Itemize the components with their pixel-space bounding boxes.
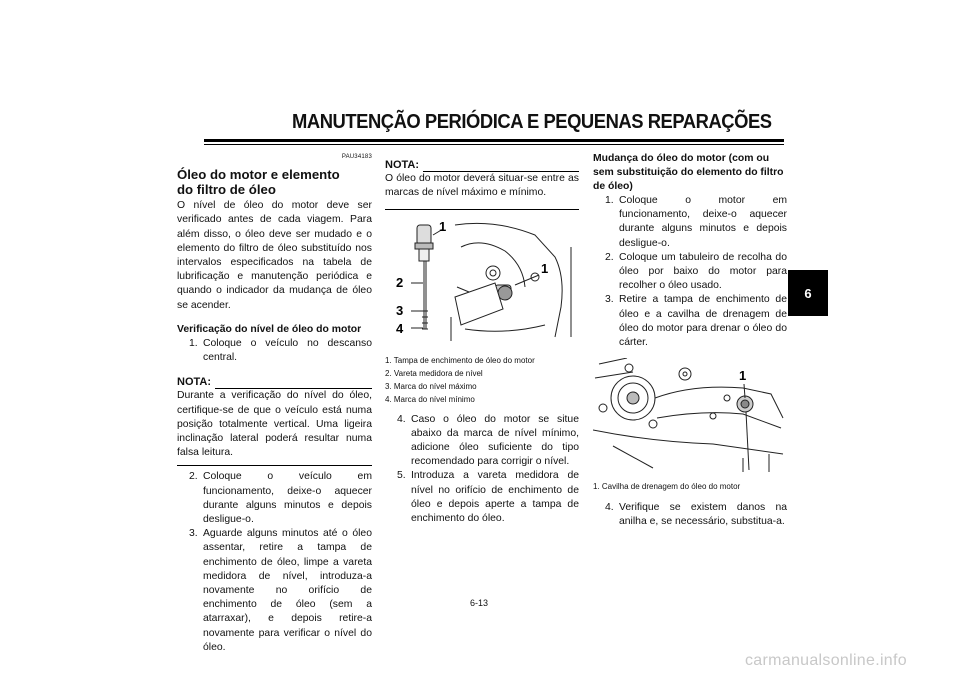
dipstick-figure <box>385 217 579 343</box>
step-number: 1. <box>605 195 614 206</box>
callout-3: 3 <box>396 302 404 318</box>
list-item <box>189 527 372 655</box>
intro-paragraph: O nível de óleo do motor deve ser verificado antes de cada viagem. Para além disso, o óleo deve ser mudado e o elemento do filtro de óleo substituído nos intervalos especificados na tabela de lubrificação e manutenção periódica e quando o indicador da mudança de óleo se acender. <box>177 200 372 311</box>
step-text: Coloque o veículo no descanso central. <box>203 337 372 364</box>
caption: 1. Tampa de enchimento de óleo do motor <box>385 355 535 365</box>
list-item <box>605 194 787 251</box>
note-label: NOTA: <box>177 376 212 389</box>
header-rule <box>204 139 784 142</box>
page-number: 6-13 <box>470 598 489 608</box>
header-rule-thin <box>204 144 784 145</box>
step-text: Coloque o veículo em funcionamento, deixe-o aquecer durante alguns minutos e depois desligue-o. <box>203 471 372 526</box>
callout-2: 2 <box>396 274 404 290</box>
drain-bolt-figure <box>593 358 787 472</box>
steps-list-2 <box>593 501 787 529</box>
watermark-link[interactable]: carmanualsonline.info <box>745 652 907 669</box>
right-column <box>593 152 787 530</box>
note-line <box>423 161 579 172</box>
list-item <box>605 251 787 294</box>
steps-list <box>385 413 579 527</box>
section-code: PAU34183 <box>341 154 372 160</box>
callout-1: 1 <box>439 218 447 234</box>
step-number: 4. <box>397 413 406 425</box>
list-item <box>605 501 787 529</box>
note-header <box>385 158 579 172</box>
callout-4: 4 <box>396 320 404 336</box>
middle-column <box>385 158 579 526</box>
step-number: 2. <box>189 471 198 483</box>
note-line <box>215 378 372 389</box>
callout-1b: 1 <box>541 260 549 276</box>
callout-1: 1 <box>739 368 747 384</box>
caption: 4. Marca do nível mínimo <box>385 394 475 404</box>
note-text: Durante a verificação do nível do óleo, certifique-se de que o veículo está numa posição totalmente vertical. Uma ligeira inclinação lateral poderá resultar numa falsa leitura. <box>177 390 372 459</box>
step-text: Verifique se existem danos na anilha e, se necessário, substitua-a. <box>619 502 787 528</box>
step-text: Introduza a vareta medidora de nível no orifício de enchimento de óleo e depois aperte a tampa de enchimento do óleo. <box>411 470 579 525</box>
step-number: 5. <box>397 470 406 482</box>
step-number: 3. <box>605 294 614 306</box>
subsection-title: Verificação do nível de óleo do motor <box>177 323 362 335</box>
list-item <box>605 293 787 350</box>
list-item <box>397 413 579 470</box>
figure-captions <box>385 354 579 406</box>
list-item <box>397 469 579 526</box>
note-divider <box>385 209 579 210</box>
note-text: O óleo do motor deverá situar-se entre as marcas de nível máximo e mínimo. <box>385 173 579 199</box>
steps-list <box>593 194 787 350</box>
subsection-title: Mudança do óleo do motor (com ou sem substituição do elemento do filtro de óleo) <box>593 153 784 192</box>
note-divider <box>177 465 372 466</box>
step-text: Coloque o motor em funcionamento, deixe-o aquecer durante alguns minutos e depois desligue-o. <box>619 195 787 249</box>
caption: 2. Vareta medidora de nível <box>385 368 483 378</box>
steps-list-a <box>177 337 372 365</box>
note-header <box>177 375 372 389</box>
engine-bottom-illustration <box>593 358 787 472</box>
step-text: Retire a tampa de enchimento de óleo e a cavilha de drenagem de óleo do motor para drenar o óleo do cárter. <box>619 294 787 349</box>
list-item <box>189 337 372 365</box>
list-item <box>189 470 372 527</box>
section-title: Óleo do motor e elemento do filtro de óleo <box>177 167 340 198</box>
engine-illustration <box>385 217 579 343</box>
step-text: Caso o óleo do motor se situe abaixo da marca de nível mínimo, adicione óleo suficiente do tipo recomendado para corrigir o nível. <box>411 413 579 468</box>
note-label: NOTA: <box>385 159 420 171</box>
step-number: 2. <box>605 251 614 263</box>
step-number: 1. <box>189 337 198 349</box>
step-text: Aguarde alguns minutos até o óleo assentar, retire a tampa de enchimento de óleo, limpe a vareta medidora de nível, introduza-a novamente no orifício de enchimento de óleo (sem a atarraxar), e depois retire-a novamente para verificar o nível do óleo. <box>203 528 372 653</box>
steps-list-b <box>177 470 372 655</box>
page-header-title: MANUTENÇÃO PERIÓDICA E PEQUENAS REPARAÇÕES <box>292 111 772 133</box>
chapter-tab[interactable]: 6 <box>788 270 828 316</box>
step-text: Coloque um tabuleiro de recolha do óleo por baixo do motor para recolher o óleo usado. <box>619 251 787 292</box>
step-number: 3. <box>189 528 198 540</box>
step-number: 4. <box>605 502 614 514</box>
caption: 3. Marca do nível máximo <box>385 381 477 391</box>
left-column <box>177 150 372 655</box>
figure-caption: 1. Cavilha de drenagem do óleo do motor <box>593 482 741 492</box>
